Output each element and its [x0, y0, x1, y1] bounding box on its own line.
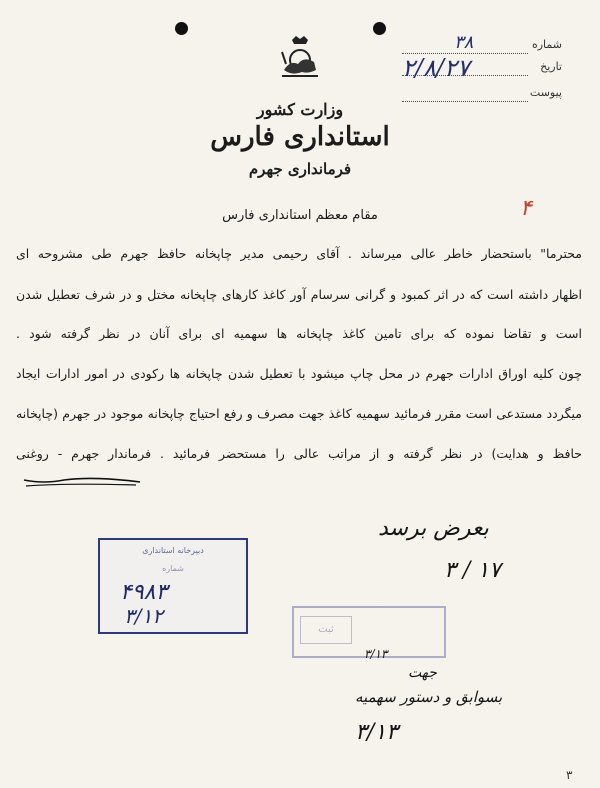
letter-attachment-label: پیوست	[529, 86, 562, 99]
handwritten-date: ۳/۱۳	[355, 720, 398, 745]
letter-body-line: حافظ و هدایت) در نظر گرفته و از مراتب عالی را مستحضر فرمائید . فرماندار جهرم - روغنی	[16, 446, 582, 461]
letter-date-value: ۲/۸/۲۷	[402, 54, 470, 82]
registry-stamp-subtitle: شماره	[162, 564, 184, 573]
handwritten-date: ۳/۱۳	[364, 647, 388, 661]
letter-body-line: میگردد مستدعی است مقرر فرمائید سهمیه کاغذ جهت مصرف و رفع احتیاج چاپخانه موجود در جهرم (چاپخانه	[16, 406, 582, 421]
lion-and-sun-emblem	[276, 34, 324, 82]
letter-date-label: تاریخ	[540, 60, 562, 73]
letter-number-value: ۳۸	[454, 32, 474, 53]
page-number: ۳	[566, 768, 573, 782]
letter-body-line: است و تقاضا نموده که برای تامین کاغذ چاپخانه ها سهمیه ای برای آنان در نظر گرفته شود .	[16, 326, 582, 341]
binder-hole-left	[175, 22, 188, 35]
office-title: استانداری فارس	[210, 122, 390, 152]
handwritten-note: جهت	[408, 665, 437, 681]
handwritten-instruction: بسوابق و دستور سهمیه	[355, 688, 503, 706]
handwritten-note: بعرض برسد	[378, 516, 489, 541]
letter-addressee: مقام معظم استانداری فارس	[222, 208, 378, 223]
letter-body-line: محترما" باستحضار خاطر عالی میرساند . آقای رحیمی مدیر چاپخانه حافظ جهرم طی مشروحه ای	[16, 246, 582, 261]
faded-stamp-label: ثبت	[300, 616, 352, 644]
ministry-title: وزارت کشور	[256, 100, 344, 119]
registry-stamp-number: ۴۹۸۳	[120, 580, 168, 605]
margin-red-mark: ۴	[520, 196, 532, 221]
governorate-title: فرمانداری جهرم	[248, 160, 352, 178]
registry-stamp-date: ۳/۱۲	[124, 604, 163, 628]
registry-stamp	[98, 538, 248, 634]
letter-number-label: شماره	[531, 38, 562, 51]
handwritten-date: ۱۷ / ۳	[444, 558, 501, 583]
letter-body-line: چون کلیه اوراق ادارات جهرم در محل چاپ میشود با تعطیل شدن چاپخانه ها رکودی در امور ادارات ایجاد	[16, 366, 582, 381]
signature-scribble	[22, 474, 142, 490]
binder-hole-right	[373, 22, 386, 35]
letter-date-field	[402, 54, 562, 82]
letter-body-line: اظهار داشته است که در اثر کمبود و گرانی سرسام آور کاغذ کارهای چاپخانه مختل و در شرف تعطیل شدن	[16, 287, 582, 302]
registry-stamp-title: دبیرخانه استانداری	[142, 546, 204, 555]
